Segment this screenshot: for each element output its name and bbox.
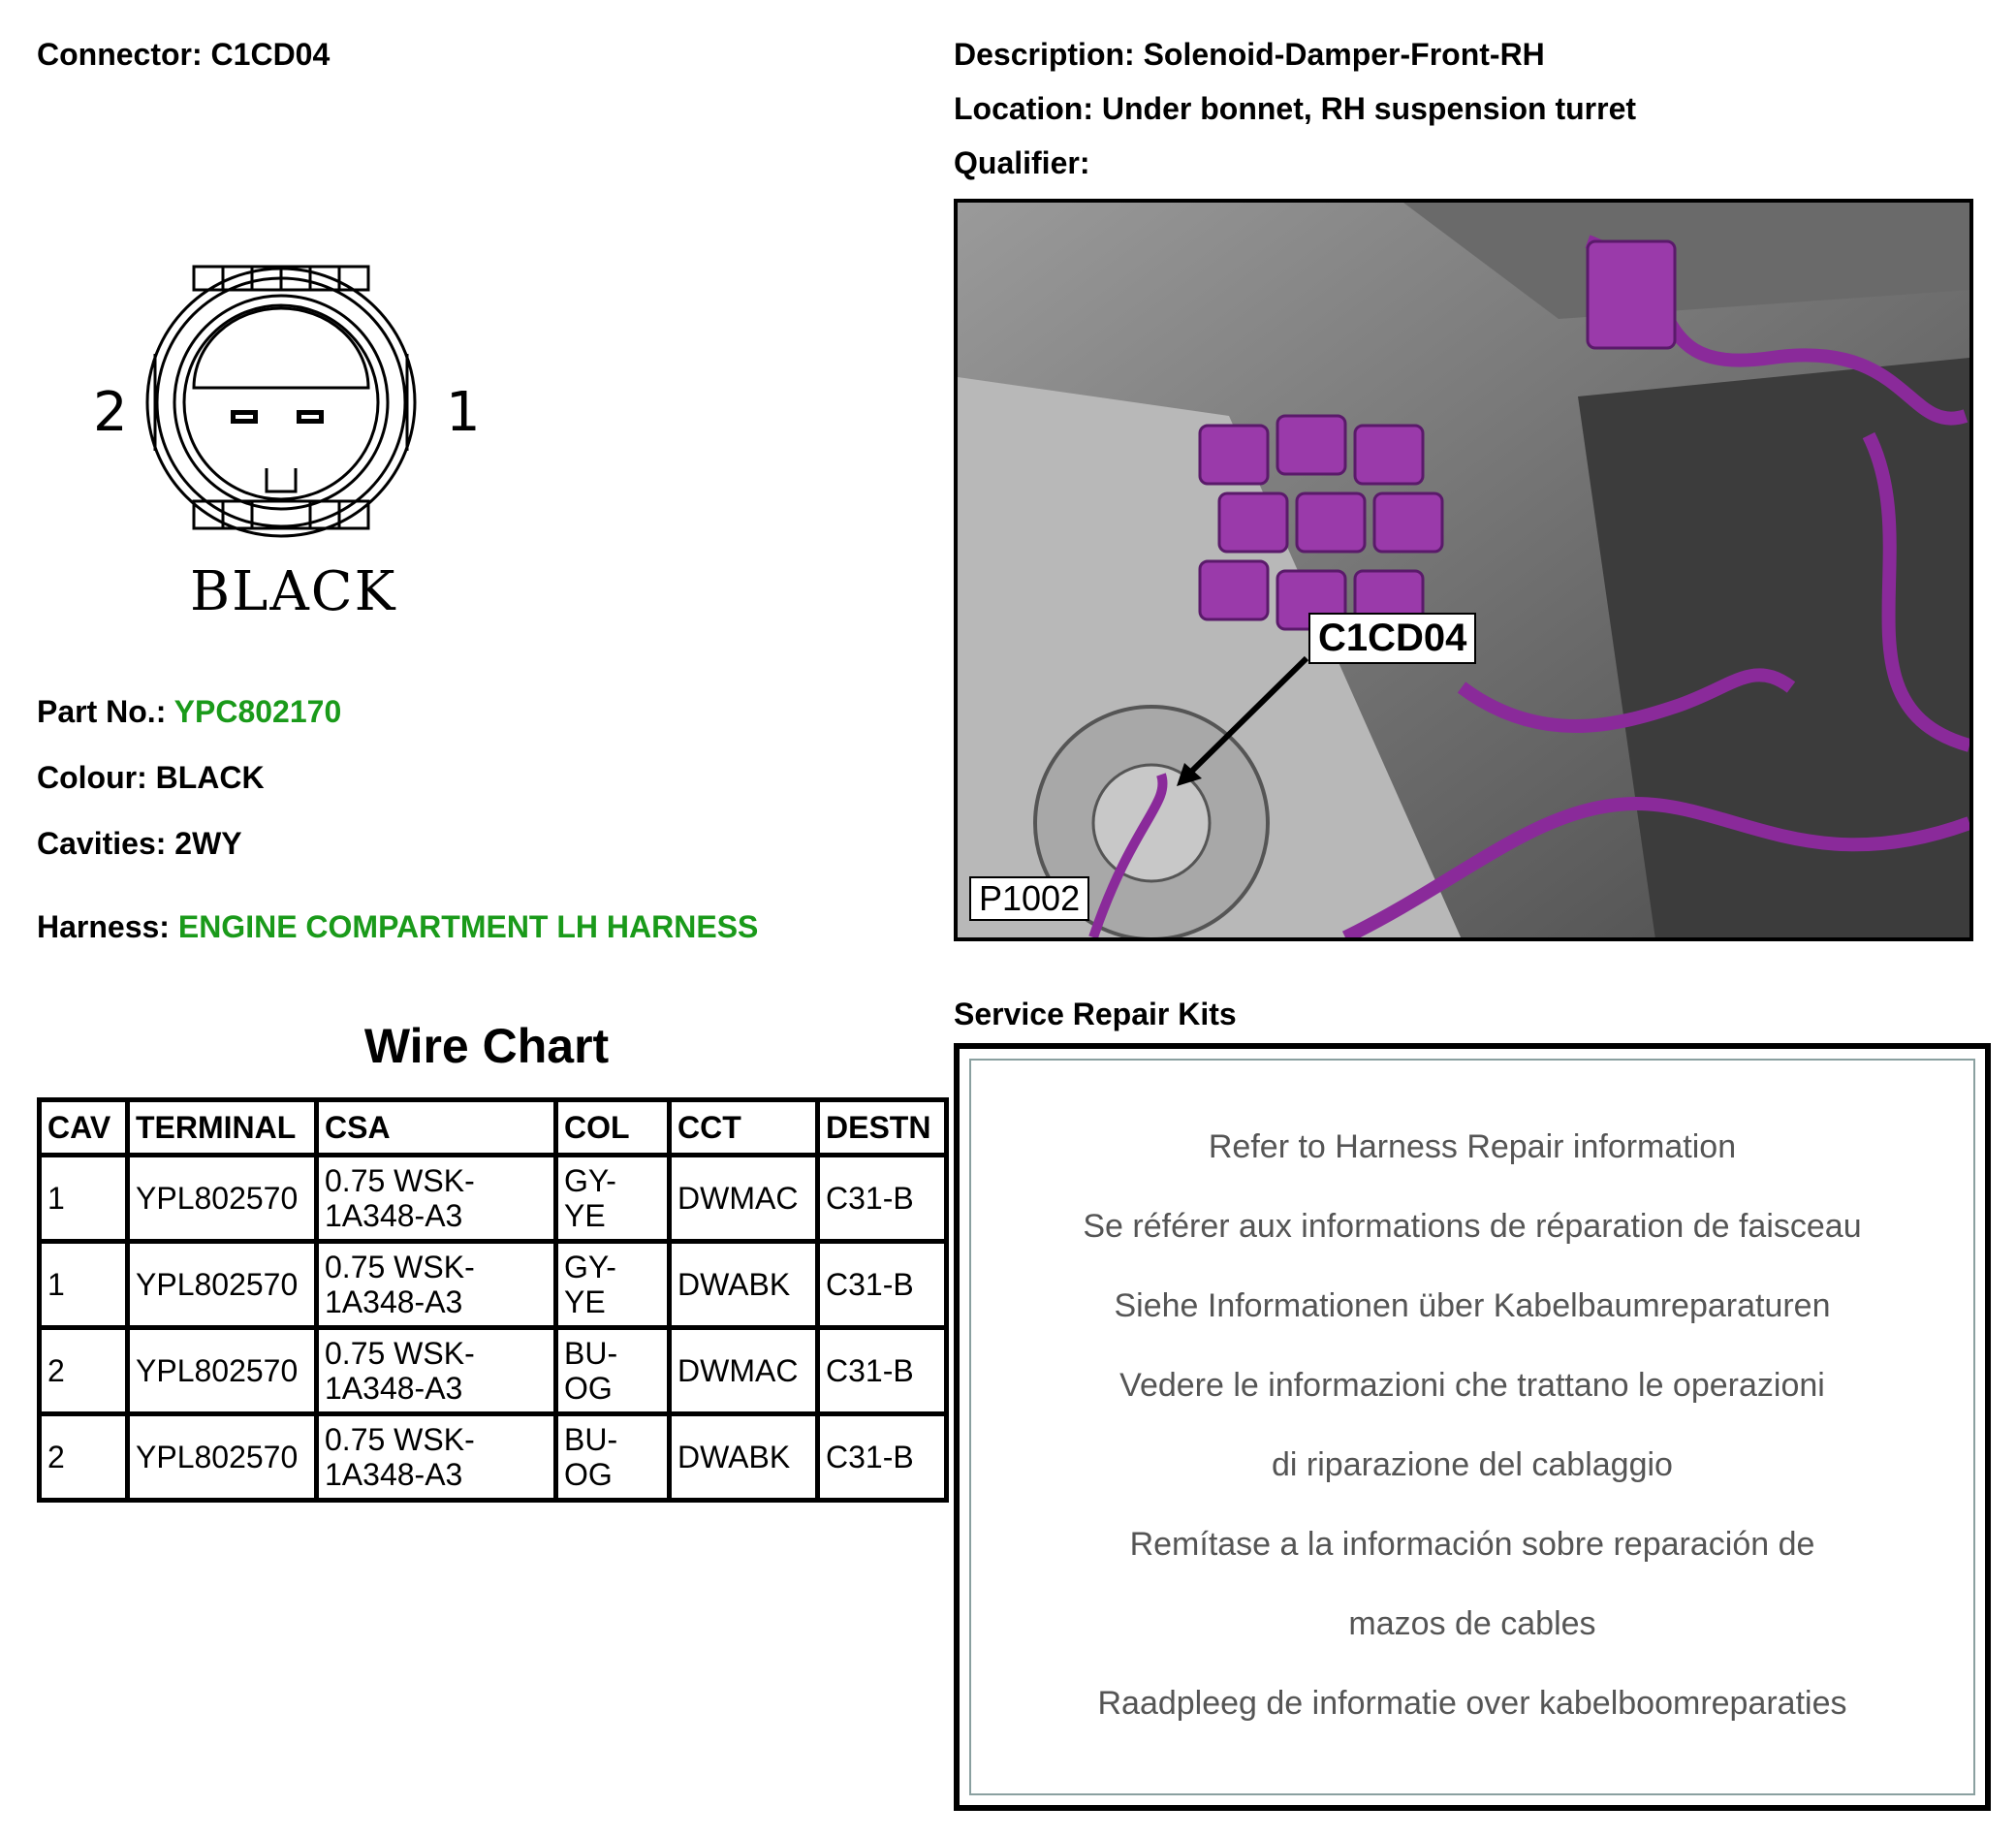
table-row <box>40 1242 947 1328</box>
csa-line-2: 1A348-A3 <box>325 1198 463 1233</box>
destn-cell: C31-B <box>818 1242 947 1328</box>
photo-callout-label: C1CD04 <box>1308 613 1476 664</box>
engine-bay-illustration <box>958 203 1969 937</box>
col-line-2: YE <box>564 1284 606 1319</box>
csa-line-1: 0.75 WSK- <box>325 1250 475 1284</box>
repair-info-line-en: Refer to Harness Repair information <box>1208 1128 1737 1165</box>
destn-cell: C31-B <box>818 1156 947 1242</box>
column-header-cav: CAV <box>40 1100 128 1156</box>
column-header-destn: DESTN <box>818 1100 947 1156</box>
part-no-label: Part No.: <box>37 694 167 729</box>
destn-cell: C31-B <box>818 1414 947 1501</box>
col-line-2: OG <box>564 1457 613 1492</box>
csa-line-2: 1A348-A3 <box>325 1371 463 1406</box>
colour-label: Colour: <box>37 760 147 795</box>
harness-label: Harness: <box>37 909 170 944</box>
col-cell <box>556 1242 670 1328</box>
service-repair-kits-inner-frame <box>969 1059 1975 1795</box>
csa-line-2: 1A348-A3 <box>325 1284 463 1319</box>
description-line <box>954 37 1545 73</box>
destn-cell: C31-B <box>818 1328 947 1414</box>
repair-info-line-it-1: Vedere le informazioni che trattano le operazioni <box>1119 1367 1825 1404</box>
column-header-cct: CCT <box>670 1100 818 1156</box>
col-line-1: BU- <box>564 1422 618 1457</box>
location-photo <box>954 199 1973 941</box>
col-cell <box>556 1328 670 1414</box>
cavities-value: 2WY <box>174 826 242 861</box>
pin-label-1: 1 <box>446 381 481 444</box>
wire-chart-table <box>37 1097 949 1503</box>
cct-cell: DWABK <box>670 1414 818 1501</box>
repair-info-line-es-2: mazos de cables <box>1348 1605 1596 1642</box>
csa-line-1: 0.75 WSK- <box>325 1336 475 1371</box>
description-value: Solenoid-Damper-Front-RH <box>1143 37 1545 72</box>
pin-label-2: 2 <box>93 381 128 444</box>
cavities-line <box>37 826 242 862</box>
csa-cell <box>317 1156 556 1242</box>
cct-cell: DWABK <box>670 1242 818 1328</box>
colour-line <box>37 760 265 796</box>
diagram-colour-label: BLACK <box>190 560 397 623</box>
cav-cell: 2 <box>40 1328 128 1414</box>
table-row <box>40 1414 947 1501</box>
repair-info-line-fr: Se référer aux informations de réparation de faisceau <box>1083 1208 1862 1245</box>
cav-cell: 2 <box>40 1414 128 1501</box>
csa-cell <box>317 1242 556 1328</box>
csa-cell <box>317 1414 556 1501</box>
cav-cell: 1 <box>40 1156 128 1242</box>
col-cell <box>556 1156 670 1242</box>
col-line-1: GY- <box>564 1250 616 1284</box>
col-cell <box>556 1414 670 1501</box>
repair-info-line-it-2: di riparazione del cablaggio <box>1272 1446 1673 1483</box>
column-header-csa: CSA <box>317 1100 556 1156</box>
cct-cell: DWMAC <box>670 1156 818 1242</box>
csa-line-1: 0.75 WSK- <box>325 1422 475 1457</box>
cavities-label: Cavities: <box>37 826 167 861</box>
repair-info-line-es-1: Remítase a la información sobre reparación de <box>1129 1526 1815 1563</box>
connector-label: Connector: <box>37 37 203 72</box>
colour-value: BLACK <box>155 760 265 795</box>
table-header-row <box>40 1100 947 1156</box>
part-no-line <box>37 694 341 730</box>
column-header-col: COL <box>556 1100 670 1156</box>
column-header-terminal: TERMINAL <box>128 1100 317 1156</box>
table-row <box>40 1156 947 1242</box>
connector-value: C1CD04 <box>210 37 331 72</box>
terminal-cell: YPL802570 <box>128 1242 317 1328</box>
table-row <box>40 1328 947 1414</box>
csa-line-2: 1A348-A3 <box>325 1457 463 1492</box>
connector-heading <box>37 37 330 73</box>
col-line-1: BU- <box>564 1336 618 1371</box>
part-no-link[interactable]: YPC802170 <box>173 694 342 729</box>
service-repair-kits-title: Service Repair Kits <box>954 997 1237 1031</box>
col-line-2: YE <box>564 1198 606 1233</box>
location-label: Location: <box>954 91 1093 126</box>
terminal-cell: YPL802570 <box>128 1328 317 1414</box>
location-value: Under bonnet, RH suspension turret <box>1101 91 1637 126</box>
terminal-cell: YPL802570 <box>128 1156 317 1242</box>
cct-cell: DWMAC <box>670 1328 818 1414</box>
cav-cell: 1 <box>40 1242 128 1328</box>
qualifier-label: Qualifier: <box>954 145 1090 180</box>
harness-line <box>37 909 758 945</box>
service-repair-kits-box <box>954 1043 1991 1811</box>
col-line-1: GY- <box>564 1163 616 1198</box>
photo-reference-label: P1002 <box>969 876 1089 921</box>
repair-info-line-de: Siehe Informationen über Kabelbaumreparaturen <box>1114 1287 1831 1324</box>
harness-link[interactable]: ENGINE COMPARTMENT LH HARNESS <box>177 909 759 944</box>
csa-cell <box>317 1328 556 1414</box>
wire-chart-title: Wire Chart <box>363 1019 610 1073</box>
col-line-2: OG <box>564 1371 613 1406</box>
csa-line-1: 0.75 WSK- <box>325 1163 475 1198</box>
description-label: Description: <box>954 37 1135 72</box>
terminal-cell: YPL802570 <box>128 1414 317 1501</box>
location-line <box>954 91 1636 127</box>
repair-info-line-nl: Raadpleeg de informatie over kabelboomreparaties <box>1097 1685 1847 1722</box>
